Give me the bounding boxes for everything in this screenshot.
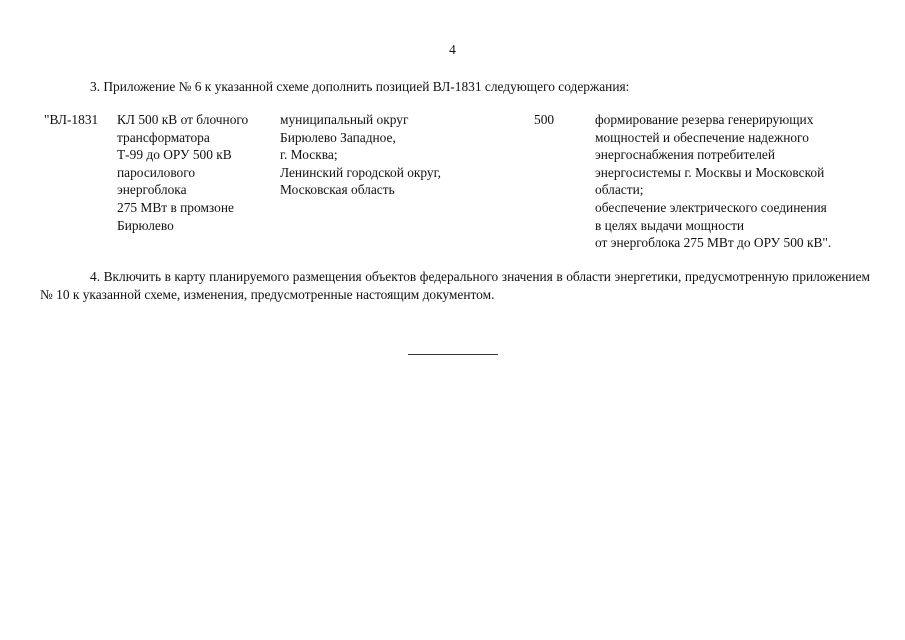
paragraph-4: 4. Включить в карту планируемого размещения объектов федерального значения в области энергетики, предусмотренную приложением № 10 к указанной схеме, изменения, предусмотренные настоящим документом.	[40, 269, 870, 302]
end-divider	[408, 354, 498, 355]
entry-description: КЛ 500 кВ от блочного трансформатора Т-99 до ОРУ 500 кВ паросилового энергоблока 275 МВт в промзоне Бирюлево	[117, 112, 249, 233]
entry-code: "ВЛ-1831	[44, 112, 99, 127]
entry-value: 500	[534, 112, 555, 127]
page-number: 4	[449, 42, 456, 57]
paragraph-3: 3. Приложение № 6 к указанной схеме дополнить позицией ВЛ-1831 следующего содержания:	[90, 79, 630, 94]
entry-purpose: формирование резерва генерирующих мощностей и обеспечение надежного энергоснабжения потребителей энергосистемы г. Москвы и Московской области; обеспечение электрического соединения в целях выдачи мощности от энергоблока 275 МВт до ОРУ 500 кВ".	[595, 112, 832, 251]
entry-location: муниципальный округ Бирюлево Западное, г. Москва; Ленинский городской округ, Московская область	[280, 112, 441, 198]
